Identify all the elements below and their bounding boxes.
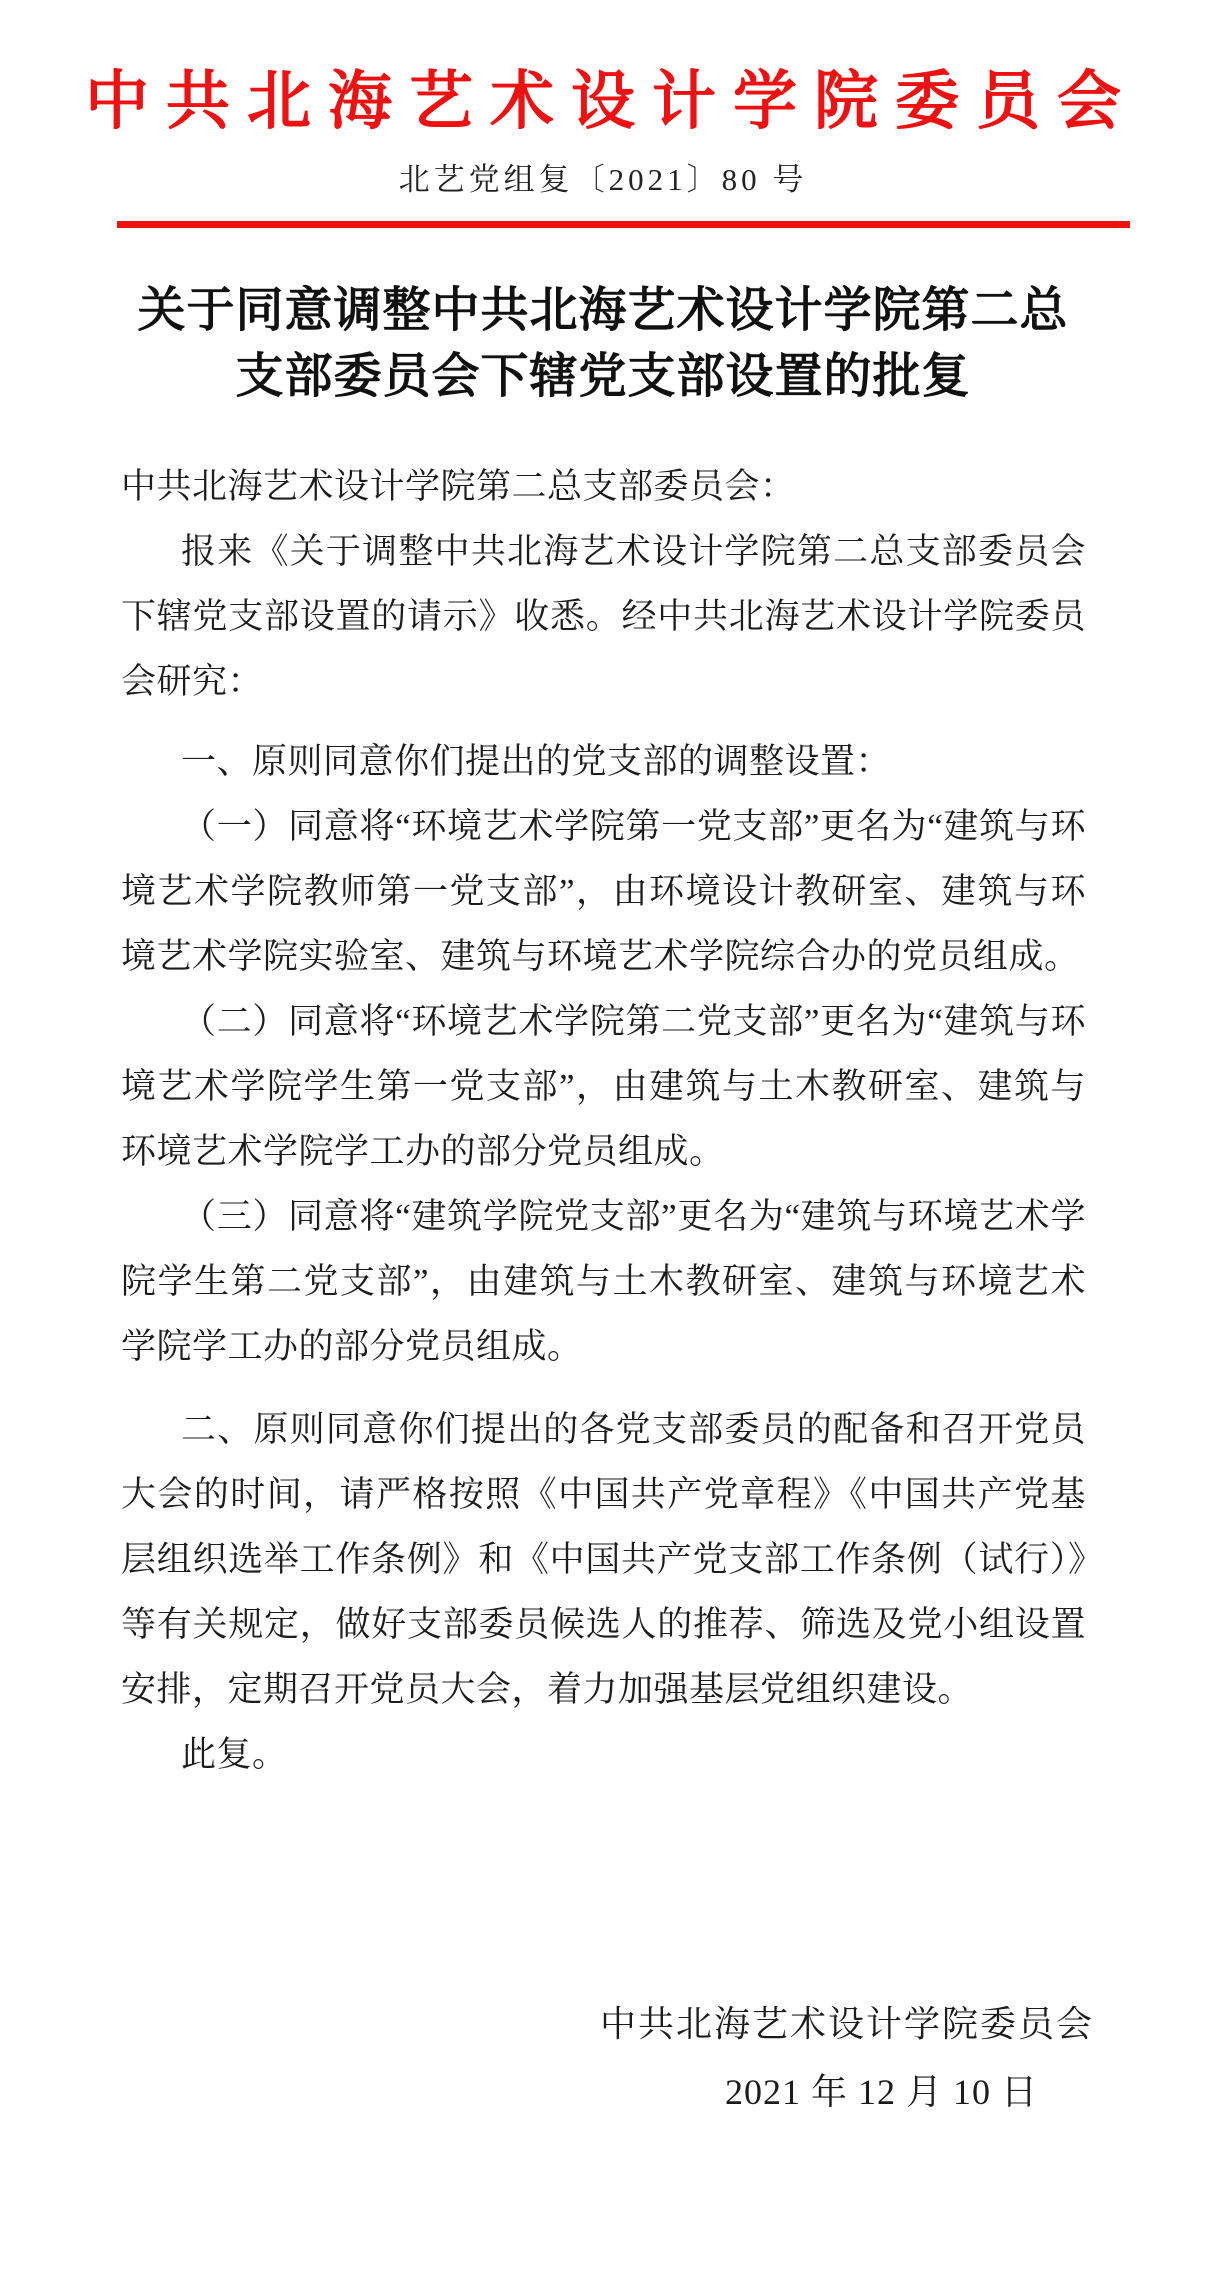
salutation-line: 中共北海艺术设计学院第二总支部委员会：: [121, 467, 796, 506]
document-title-line-1: 关于同意调整中共北海艺术设计学院第二总: [137, 284, 1069, 337]
document-body: [121, 454, 1086, 1787]
paragraph-item-2: 二、原则同意你们提出的各党支部委员的配备和召开党员大会的时间，请严格按照《中国共产党章程》《中国共产党基层组织选举工作条例》和《中国共产党支部工作条例（试行）》等有关规定，做好支部委员候选人的推荐、筛选及党小组设置安排，定期召开党员大会，着力加强基层党组织建设。: [121, 1410, 1086, 1709]
paragraph-item-1-3: （三）同意将“建筑学院党支部”更名为“建筑与环境艺术学院学生第二党支部”，由建筑与土木教研室、建筑与环境艺术学院学工办的部分党员组成。: [121, 1197, 1086, 1366]
red-divider-line: [117, 221, 1130, 228]
document-title: [0, 278, 1206, 410]
signature-date: 2021 年 12 月 10 日: [724, 2072, 1038, 2112]
signature-org-name: 中共北海艺术设计学院委员会: [599, 2004, 1094, 2044]
document-letterhead: [0, 0, 1206, 228]
document-footer: [0, 1999, 1206, 2117]
paragraph-item-1: 一、原则同意你们提出的党支部的调整设置：: [181, 742, 892, 781]
document-title-line-2: 支部委员会下辖党支部设置的批复: [235, 350, 971, 403]
doc-reference-number: 北艺党组复〔2021〕80 号: [398, 162, 808, 197]
letterhead-org-title: 中共北海艺术设计学院委员会: [85, 66, 1138, 137]
paragraph-intro: 报来《关于调整中共北海艺术设计学院第二总支部委员会下辖党支部设置的请示》收悉。经中共北海艺术设计学院委员会研究：: [121, 532, 1086, 701]
paragraph-item-1-1: （一）同意将“环境艺术学院第一党支部”更名为“建筑与环境艺术学院教师第一党支部”，由环境设计教研室、建筑与环境艺术学院实验室、建筑与环境艺术学院综合办的党员组成。: [121, 807, 1086, 976]
paragraph-closing: 此复。: [181, 1735, 288, 1774]
paragraph-item-1-2: （二）同意将“环境艺术学院第二党支部”更名为“建筑与环境艺术学院学生第一党支部”，由建筑与土木教研室、建筑与环境艺术学院学工办的部分党员组成。: [121, 1002, 1086, 1171]
